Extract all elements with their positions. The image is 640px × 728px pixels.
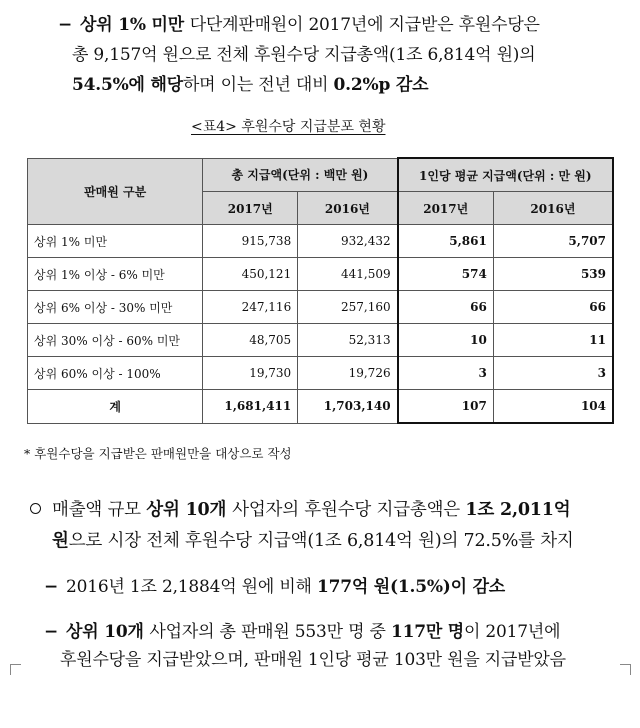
sub1-line (44, 572, 505, 597)
header-year: 2016년 (493, 192, 613, 225)
header-year: 2016년 (298, 192, 398, 225)
intro-seg: 0.2%p 감소 (333, 75, 429, 95)
row-label: 상위 30% 이상 - 60% 미만 (28, 324, 203, 357)
intro-seg: 하며 이는 전년 대비 (182, 75, 334, 95)
s2-seg: 2016년 1조 2,1884억 원에 비해 (66, 577, 317, 597)
dash-bullet: − (44, 577, 59, 597)
cell-total-2017: 19,730 (203, 357, 298, 390)
intro-line-1 (58, 10, 540, 35)
cell-total-2017: 450,121 (203, 258, 298, 291)
s2-seg: 177억 원(1.5%)이 감소 (316, 577, 506, 597)
cell-per-2016: 66 (493, 291, 613, 324)
cell-per-2016: 104 (493, 390, 613, 424)
intro-line-3 (72, 70, 428, 95)
intro-seg: 총 9,157억 원으로 전체 후원수당 지급총액(1조 6,814억 원)의 (72, 45, 536, 65)
intro-seg: 다단계판매원이 2017년에 지급받은 후원수당은 (189, 15, 540, 35)
s2-seg: 상위 10개 (146, 500, 233, 520)
cell-total-2017: 915,738 (203, 225, 298, 258)
s2-seg: 사업자의 후원수당 지급총액은 (232, 500, 466, 520)
cell-per-2017: 10 (398, 324, 494, 357)
table-row (28, 258, 614, 291)
header-per: 1인당 평균 지급액(단위 : 만 원) (398, 158, 613, 192)
s2-seg: 매출액 규모 (52, 500, 147, 520)
s2-seg: 1조 2,011억 (465, 500, 571, 520)
header-year: 2017년 (398, 192, 494, 225)
cell-total-2016: 1,703,140 (298, 390, 398, 424)
section2-line-2 (52, 527, 574, 552)
cell-per-2016: 11 (493, 324, 613, 357)
cell-total-2016: 441,509 (298, 258, 398, 291)
table-row (28, 357, 614, 390)
s2-seg: 이 2017년에 (464, 622, 561, 642)
header-total: 총 지급액(단위 : 백만 원) (203, 158, 398, 192)
cell-total-2017: 1,681,411 (203, 390, 298, 424)
table-footnote: * 후원수당을 지급받은 판매원만을 대상으로 작성 (24, 446, 292, 461)
header-group: 판매원 구분 (28, 158, 203, 225)
cell-total-2017: 48,705 (203, 324, 298, 357)
cell-per-2017: 3 (398, 357, 494, 390)
dash-bullet: − (58, 15, 73, 35)
cell-per-2016: 5,707 (493, 225, 613, 258)
intro-seg: 상위 1% 미만 (80, 15, 190, 35)
section2-line-1 (52, 496, 570, 521)
header-year: 2017년 (203, 192, 298, 225)
row-label: 상위 1% 미만 (28, 225, 203, 258)
s2-seg: 원 (52, 531, 69, 551)
s2-seg: 후원수당을 지급받았으며, 판매원 1인당 평균 103만 원을 지급받았음 (60, 650, 566, 670)
cell-per-2017: 66 (398, 291, 494, 324)
payout-table (27, 157, 614, 424)
s2-seg: 상위 10개 (66, 622, 150, 642)
table-caption: <표4> 후원수당 지급분포 현황 (191, 119, 386, 135)
cell-per-2017: 107 (398, 390, 494, 424)
sub2-line-1 (44, 617, 560, 642)
table-row (28, 324, 614, 357)
cell-total-2016: 52,313 (298, 324, 398, 357)
cell-total-2016: 257,160 (298, 291, 398, 324)
cell-total-2016: 19,726 (298, 357, 398, 390)
page-corner-mark (10, 664, 21, 675)
cell-per-2017: 574 (398, 258, 494, 291)
dash-bullet: − (44, 622, 59, 642)
cell-total-2016: 932,432 (298, 225, 398, 258)
row-label: 상위 60% 이상 - 100% (28, 357, 203, 390)
page-corner-mark (620, 664, 631, 675)
total-label: 계 (28, 390, 203, 424)
circle-bullet (30, 503, 41, 514)
table-total-row (28, 390, 614, 424)
s2-seg: 사업자의 총 판매원 553만 명 중 (149, 622, 391, 642)
s2-seg: 으로 시장 전체 후원수당 지급액(1조 6,814억 원)의 72.5%를 차지 (68, 531, 574, 551)
cell-per-2016: 3 (493, 357, 613, 390)
table-row (28, 225, 614, 258)
row-label: 상위 1% 이상 - 6% 미만 (28, 258, 203, 291)
row-label: 상위 6% 이상 - 30% 미만 (28, 291, 203, 324)
table-row (28, 291, 614, 324)
sub2-line-2 (60, 645, 566, 670)
cell-per-2017: 5,861 (398, 225, 494, 258)
table-header-row (28, 158, 614, 192)
s2-seg: 117만 명 (390, 622, 464, 642)
intro-line-2 (72, 40, 535, 65)
cell-per-2016: 539 (493, 258, 613, 291)
intro-seg: 54.5%에 해당 (72, 75, 183, 95)
cell-total-2017: 247,116 (203, 291, 298, 324)
